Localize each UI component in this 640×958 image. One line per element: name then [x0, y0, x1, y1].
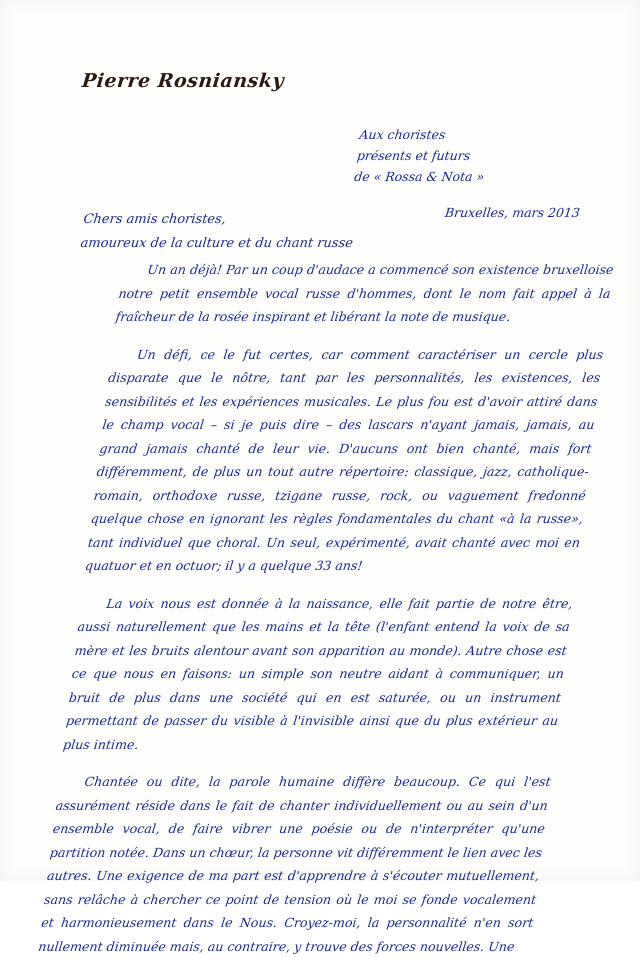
addressee-block [353, 124, 491, 187]
place-and-date: Bruxelles, mars 2013 [444, 205, 581, 220]
paragraph: La voix nous est donnée à la naissance, elle fait partie de notre être, aussi naturellement que les mains et la tête (l'enfant entend la voix de sa mère et les bruits alentour avant son apparition au monde). Autre chose est ce que nous en faisons: un simple son neutre aidant à communiquer, un bruit de plus dans une société qui en est saturée, ou un instrument permettant de passer du visible à l'invisible ainsi que du plus extérieur au plus intime. [62, 595, 574, 752]
addressee-line-3: de « Rossa & Nota » [353, 169, 486, 184]
salutation-line-1: Chers amis choristes, [82, 212, 227, 227]
salutation-line-2: amoureux de la culture et du chant russe [79, 236, 354, 251]
paragraph: Un défi, ce le fut certes, car comment caractériser un cercle plus disparate que le nôtre, tant par les personnalités, les existences, les sensibilités et les expériences musicales. Le plus fou est d'avoir attiré dans le champ vocal – si je puis dire – des lascars n'ayant jamais, jamais, au grand jamais chanté de leur vie. D'aucuns ont bien chanté, mais fort différemment, de plus un tout autre répertoire: classique, jazz, catholique-romain, orthodoxe russe, tzigane russe, rock, ou vaguement fredonné quelque chose en ignorant les règles fondamentales du chant «à la russe», tant individuel que choral. Un seul, expérimenté, avait chanté avec moi en quatuor et en octuor; il y a quelque 33 ans! [84, 346, 605, 573]
letterhead-name: Pierre Rosniansky [80, 70, 286, 92]
paragraph: Chantée ou dite, la parole humaine diffère beaucoup. Ce qui l'est assurément réside dans le fait de chanter individuellement ou au sein d'un ensemble vocal, de faire vibrer une poésie ou de n'interpréter qu'une partition notée. Dans un chœur, la personne vit différemment le lien avec les autres. Une exigence de ma part est d'apprendre à s'écouter mutuellement, sans relâche à chercher ce point de tension où le moi se fonde vocalement et harmonieusement dans le Nous. Croyez-moi, la personnalité n'en sort nullement diminuée mais, au contraire, y trouve des forces nouvelles. Une [37, 774, 552, 954]
letter-body [37, 258, 615, 958]
addressee-line-1: Aux choristes [358, 127, 447, 142]
paragraph: Un an déjà! Par un coup d'audace a commencé son existence bruxelloise notre petit ensemble vocal russe d'hommes, dont le nom fait appel à la fraîcheur de la rosée inspirant et libérant la note de musique. [114, 262, 615, 324]
addressee-line-2: présents et futurs [356, 148, 472, 163]
salutation-block [79, 208, 357, 256]
